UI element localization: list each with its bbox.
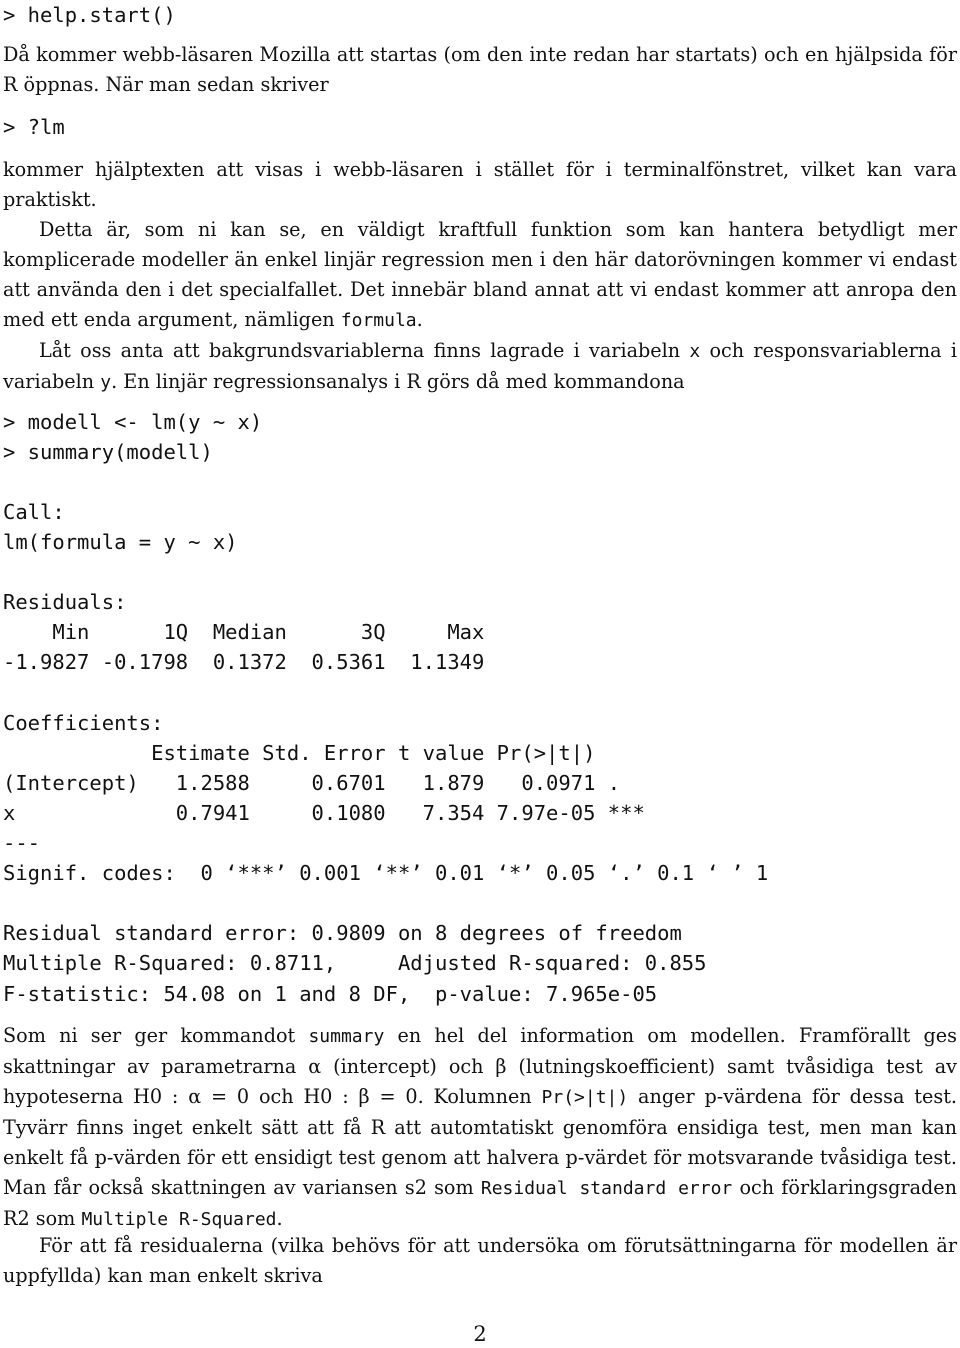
inline-code-mrs: Multiple R-Squared [81, 1209, 277, 1230]
inline-code-formula: formula [340, 310, 417, 331]
paragraph-summary-explanation: Som ni ser ger kommandot summary en hel del information om modellen. Framförallt ges skattningar av parametrarna α (intercept) och β (lutningskoefficient) samt tvåsidiga test av hypoteserna H0 : α = 0 och H0 : β = 0. Kolumnen Pr(>|t|) anger p-värdena för dessa test. Tyvärr finns inget enkelt sätt att få R att automtatiskt genomföra ensidiga test, men man kan enkelt få p-värden för ett ensidigt test genom att halvera p-värdet för motsvarande tvåsidiga test. Man får också skattningen av variansen s2 som Residual standard error och förklaringsgraden R2 som Multiple R-Squared. [3, 1024, 958, 1230]
paragraph-intro: Då kommer webb-läsaren Mozilla att startas (om den inte redan har startats) och en hjälpsida för R öppnas. När man sedan skriver [3, 43, 957, 96]
code-commands: > modell <- lm(y ~ x) > summary(modell) [3, 410, 263, 465]
paragraph-variables: Låt oss anta att bakgrundsvariablerna finns lagrade i variabeln x och responsvariablerna i variabeln y. En linjär regressionsanalys i R görs då med kommandona [3, 339, 957, 393]
paragraph-residuals: För att få residualerna (vilka behövs för att undersöka om förutsättningarna för modellen är uppfyllda) kan man enkelt skriva [3, 1234, 957, 1287]
inline-code-summary: summary [308, 1026, 385, 1047]
inline-code-rse: Residual standard error [480, 1178, 733, 1199]
inline-code-pr: Pr(>|t|) [541, 1087, 629, 1108]
paragraph-lm-function: Detta är, som ni kan se, en väldigt kraftfull funktion som kan hantera betydligt mer komplicerade modeller än enkel linjär regression men i den här datorövningen kommer vi endast att använda den i det specialfallet. Det innebär bland annat att vi endast kommer att anropa den med ett enda argument, nämligen formula. [3, 218, 957, 331]
code-help-lm: > ?lm [3, 115, 65, 139]
inline-code-y: y [100, 372, 112, 393]
inline-code-x: x [689, 341, 701, 362]
code-summary-output: Call: lm(formula = y ~ x) Residuals: Min 1Q Median 3Q Max -1.9827 -0.1798 0.1372 0.5361 1.1349 Coefficients: Estimate Std. Error t value Pr(>|t|) (Intercept) 1.2588 0.6701 1.879 0.0971 . x 0.7941 0.1080 7.354 7.97e-05 *** --- Signif. codes: 0 ‘***’ 0.001 ‘**’ 0.01 ‘*’ 0.05 ‘.’ 0.1 ‘ ’ 1 Residual standard error: 0.9809 on 8 degrees of freedom Multiple R-Squared: 0.8711, Adjusted R-squared: 0.855 F-statistic: 54.08 on 1 and 8 DF, p-value: 7.965e-05 [3, 500, 769, 1006]
page-number: 2 [473, 1322, 487, 1346]
code-help-start: > help.start() [3, 3, 176, 27]
paragraph-help-text: kommer hjälptexten att visas i webb-läsaren i stället för i terminalfönstret, vilket kan vara praktiskt. [3, 158, 957, 211]
